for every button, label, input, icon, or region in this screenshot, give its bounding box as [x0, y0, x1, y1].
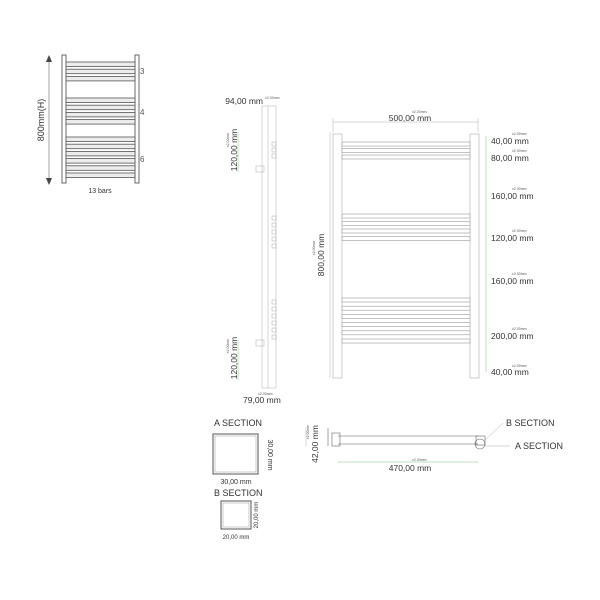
width-tolerance: ±2.00mm — [412, 110, 427, 114]
a-section-outer — [213, 434, 258, 474]
length-tolerance: ±2.00mm — [412, 458, 427, 462]
left-rail — [62, 55, 66, 183]
side-bar-mark — [272, 148, 276, 152]
lower-bracket — [256, 340, 264, 346]
side-bar-mark — [272, 237, 276, 241]
spacing-3-tolerance: ±2.00mm — [512, 187, 527, 191]
spacing-4-tolerance: ±2.00mm — [512, 229, 527, 233]
top-width-tolerance: ±2.00mm — [265, 96, 280, 100]
thumbnail-bar — [66, 166, 135, 171]
spacing-5: 160,00 mm — [491, 276, 534, 286]
lower-offset-dimension: 120,00 mm — [229, 336, 239, 380]
right-rail — [135, 55, 139, 183]
b-section-width: 20,00 mm — [222, 535, 250, 541]
group-count-2: 4 — [140, 108, 145, 117]
b-section-detail — [214, 488, 263, 541]
front-bar — [342, 237, 470, 241]
depth-tolerance: ±2.00mm — [306, 424, 310, 440]
front-left-rail — [333, 134, 342, 378]
front-bar — [342, 306, 470, 310]
spacing-2-tolerance: ±2.00mm — [512, 149, 527, 153]
front-bar — [342, 222, 470, 226]
bottom-width-tolerance: ±2.00mm — [258, 392, 273, 396]
lower-offset-tolerance: ±2.00mm — [226, 338, 230, 354]
arrow-up-icon — [46, 55, 52, 62]
thumbnail-radiator — [36, 55, 145, 195]
front-bar — [342, 142, 470, 146]
thumbnail-bar — [66, 144, 135, 149]
side-bar-mark — [272, 223, 276, 227]
side-bar-mark — [272, 216, 276, 220]
spacing-1: 40,00 mm — [491, 136, 529, 146]
top-view — [306, 418, 563, 473]
side-bar-mark — [272, 244, 276, 248]
thumbnail-bar — [66, 105, 135, 110]
group-count-3: 6 — [140, 155, 145, 164]
spacing-7-tolerance: ±2.00mm — [512, 364, 527, 368]
height-dimension: 800,00 mm — [316, 233, 326, 277]
side-bar-mark — [272, 230, 276, 234]
front-bar — [342, 314, 470, 318]
spacing-2: 80,00 mm — [491, 153, 529, 163]
spacing-5-tolerance: ±2.00mm — [512, 272, 527, 276]
a-section-title: A SECTION — [214, 418, 263, 428]
thumbnail-bar — [66, 151, 135, 156]
side-bar-mark — [272, 314, 276, 318]
upper-offset-tolerance: ±2.00mm — [226, 132, 230, 148]
upper-bracket — [256, 166, 264, 172]
thumbnail-bars — [66, 62, 135, 178]
spacing-1-tolerance: ±2.00mm — [512, 132, 527, 136]
spacing-3: 160,00 mm — [491, 191, 534, 201]
side-view — [225, 96, 281, 405]
bottom-width-dimension: 79,00 mm — [243, 395, 281, 405]
bars-count-label: 13 bars — [88, 188, 112, 195]
spacing-7: 40,00 mm — [491, 367, 529, 377]
side-bar-mark — [272, 328, 276, 332]
front-bar — [342, 155, 470, 159]
b-section-title: B SECTION — [214, 488, 263, 498]
a-section-detail — [213, 418, 273, 486]
thumbnail-bar — [66, 62, 135, 67]
spacing-6-tolerance: ±2.00mm — [512, 327, 527, 331]
thumbnail-bar — [66, 159, 135, 164]
front-view — [312, 110, 534, 378]
side-bar-mark — [272, 300, 276, 304]
a-section-height: 30,00 mm — [266, 439, 273, 471]
b-section-outer — [221, 501, 251, 529]
thumbnail-bar — [66, 112, 135, 117]
top-width-dimension: 94,00 mm — [225, 96, 263, 106]
a-section-width: 30,00 mm — [220, 479, 252, 486]
thumbnail-bar — [66, 120, 135, 125]
width-dimension: 500,00 mm — [388, 113, 432, 123]
upper-offset-dimension: 120,00 mm — [229, 128, 239, 172]
thumbnail-bar — [66, 137, 135, 142]
front-bar — [342, 149, 470, 153]
side-bar-mark — [272, 142, 276, 146]
thumbnail-bar — [66, 76, 135, 81]
thumbnail-bar — [66, 69, 135, 74]
spacing-6: 200,00 mm — [491, 331, 534, 341]
height-tolerance: ±2.00mm — [312, 240, 316, 256]
side-bar-mark — [272, 307, 276, 311]
front-bar — [342, 229, 470, 233]
front-right-rail — [470, 134, 479, 378]
thumbnail-bar — [66, 173, 135, 178]
side-bar-mark — [272, 321, 276, 325]
b-section-height: 20,00 mm — [254, 501, 260, 529]
a-section-callout: A SECTION — [515, 441, 564, 451]
front-bar — [342, 214, 470, 218]
front-bar — [342, 339, 470, 343]
depth-dimension: 42,00 mm — [310, 425, 320, 463]
side-bar-marks — [272, 142, 276, 339]
arrow-down-icon — [46, 178, 52, 185]
side-bar-mark — [272, 154, 276, 158]
front-bar — [342, 298, 470, 302]
group-count-1: 3 — [140, 67, 145, 76]
b-section-leader — [485, 423, 503, 440]
thumbnail-bar — [66, 98, 135, 103]
front-bar — [342, 331, 470, 335]
front-bars — [342, 142, 470, 343]
spacing-4: 120,00 mm — [491, 233, 534, 243]
side-bar-mark — [272, 335, 276, 339]
height-label: 800mm(H) — [36, 98, 46, 142]
length-dimension: 470,00 mm — [388, 463, 432, 473]
front-bar — [342, 323, 470, 327]
b-section-callout: B SECTION — [506, 418, 555, 428]
